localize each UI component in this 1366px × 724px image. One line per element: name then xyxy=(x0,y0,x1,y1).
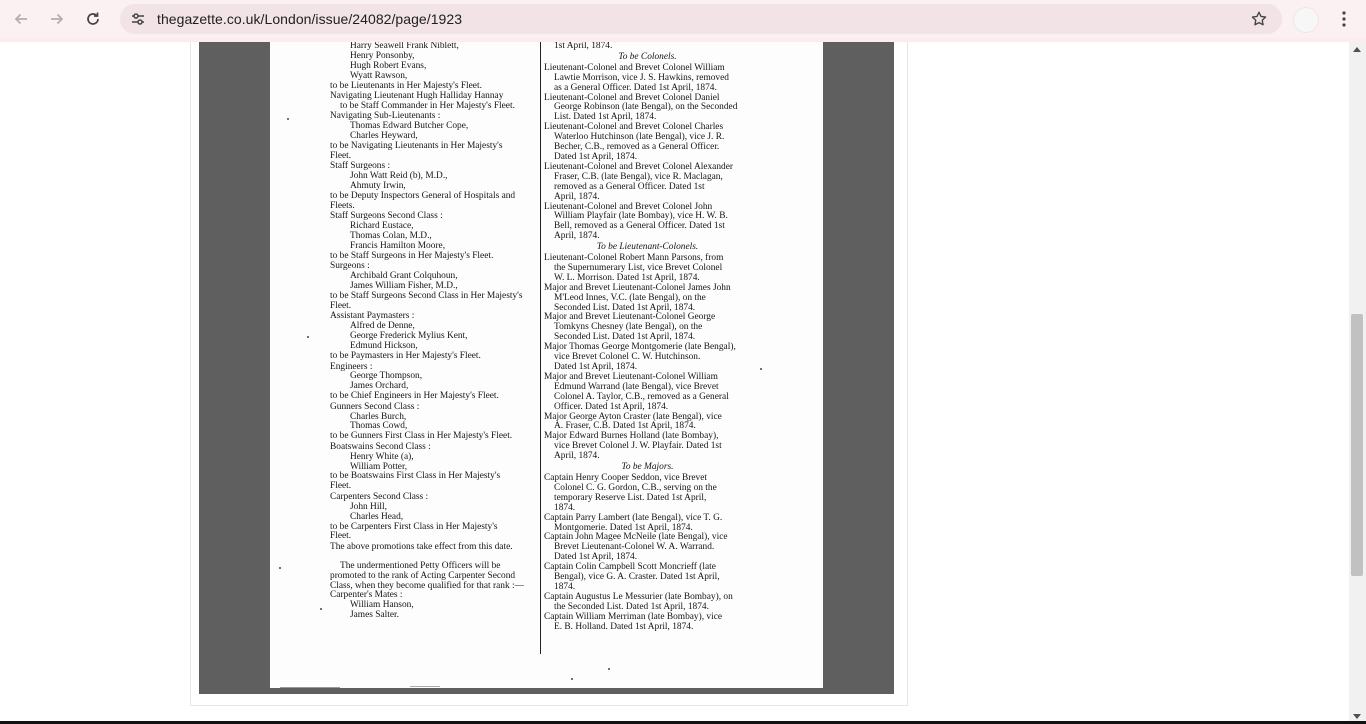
gazette-text-line: Thomas Edward Butcher Cope, xyxy=(350,121,469,132)
gazette-text-line: Henry White (a), xyxy=(350,451,414,462)
gazette-text-line: Captain Colin Campbell Scott Moncrieff (late xyxy=(544,562,716,573)
scrollbar-thumb[interactable] xyxy=(1351,314,1363,576)
gazette-scan xyxy=(270,42,823,688)
gazette-text-line: John Watt Reid (b), M.D., xyxy=(350,171,448,182)
gazette-text-line: Major Edward Burnes Holland (late Bombay), xyxy=(544,431,719,442)
kebab-menu-icon[interactable] xyxy=(1333,6,1355,32)
gazette-text-line: Thomas Cowd, xyxy=(350,421,408,432)
gazette-text-line: Lieutenant-Colonel Robert Mann Parsons, from xyxy=(544,253,724,264)
gazette-text-line: the Supernumerary List, vice Brevet Colonel xyxy=(554,262,723,273)
gazette-text-line: 1874. xyxy=(554,502,576,513)
gazette-text-line: Lieutenant-Colonel and Brevet Colonel Daniel xyxy=(544,92,720,103)
gazette-text-line: Henry Ponsonby, xyxy=(350,50,415,61)
gazette-text-line: W. L. Morrison. Dated 1st April, 1874. xyxy=(554,272,700,283)
gazette-text-line: M'Leod Innes, V.C. (late Bengal), on the xyxy=(554,292,706,303)
address-bar[interactable] xyxy=(120,4,1282,34)
gazette-text-line: Major Thomas George Montgomerie (late Bengal), xyxy=(544,342,736,353)
scan-speck xyxy=(571,678,573,680)
gazette-text-line: as a General Officer. Dated 1st April, 1874. xyxy=(554,82,717,93)
gazette-text-line: Major and Brevet Lieutenant-Colonel James John xyxy=(544,282,731,293)
gazette-text-line: Charles Heyward, xyxy=(350,131,418,142)
gazette-text-line: William Hanson, xyxy=(350,600,414,611)
gazette-text-line: George Robinson (late Bengal), on the Seconded xyxy=(554,102,738,113)
gazette-text-line: Captain William Merriman (late Bombay), vice xyxy=(544,611,723,622)
gazette-text-line: Alfred de Denne, xyxy=(350,321,415,332)
scan-speck xyxy=(279,567,281,569)
gazette-text-line: Fraser, C.B. (late Bengal), vice R. Maclagan, xyxy=(554,171,723,182)
scroll-up-arrow-icon[interactable] xyxy=(1353,47,1361,52)
gazette-text-line: William Playfair (late Bombay), vice H. W. B. xyxy=(554,211,728,222)
gazette-text-line: Archibald Grant Colquhoun, xyxy=(350,271,458,282)
gazette-text-line: Captain Augustus Le Messurier (late Bombay), on xyxy=(544,591,733,602)
gazette-text-line: The above promotions take effect from this date. xyxy=(330,541,513,552)
gazette-text-line: Becher, C.B., removed as a General Officer. xyxy=(554,142,720,153)
gazette-text-line: George Thompson, xyxy=(350,371,423,382)
gazette-text-line: Surgeons : xyxy=(330,261,370,272)
gazette-text-line: Bell, removed as a General Officer. Dated 1st xyxy=(554,221,725,232)
gazette-text-line: Lieutenant-Colonel and Brevet Colonel Charles xyxy=(544,122,724,133)
gazette-text-line: Hugh Robert Evans, xyxy=(350,60,427,71)
gazette-text-line: Brevet Lieutenant-Colonel W. A. Warrand. xyxy=(554,542,715,553)
forward-arrow-icon[interactable] xyxy=(44,6,70,32)
scan-speck xyxy=(320,608,322,610)
gazette-text-line: Colonel C. G. Gordon, C.B., serving on the xyxy=(554,482,717,493)
scan-speck xyxy=(608,668,610,670)
section-heading: To be Lieutenant-Colonels. xyxy=(596,242,699,253)
gazette-text-line: A. Fraser, C.B. Dated 1st April, 1874. xyxy=(554,421,696,432)
page-scrollbar[interactable] xyxy=(1349,42,1366,724)
gazette-text-line: Tomkyns Chesney (late Bengal), on the xyxy=(554,322,703,333)
gazette-text-line: Dated 1st April, 1874. xyxy=(554,151,638,162)
gazette-text-line: Staff Surgeons Second Class : xyxy=(330,211,443,222)
scan-edge-mark xyxy=(280,687,340,688)
gazette-text-line: Assistant Paymasters : xyxy=(330,311,415,322)
gazette-text-line: to be Navigating Lieutenants in Her Majesty's xyxy=(330,141,503,152)
gazette-text-line: William Potter, xyxy=(350,461,408,472)
reload-icon[interactable] xyxy=(80,6,106,32)
gazette-text-line: Navigating Lieutenant Hugh Halliday Hannay xyxy=(330,91,504,102)
back-arrow-icon[interactable] xyxy=(8,6,34,32)
gazette-text-line: to be Paymasters in Her Majesty's Fleet. xyxy=(330,351,481,362)
gazette-text-line: April, 1874. xyxy=(554,231,600,242)
gazette-text-line: to be Staff Commander in Her Majesty's Fleet. xyxy=(340,100,515,111)
gazette-right-column xyxy=(544,42,751,632)
gazette-text-line: Ahmuty Irwin, xyxy=(350,181,406,192)
gazette-text-line: to be Gunners First Class in Her Majesty's Fleet. xyxy=(330,431,513,442)
url-text[interactable]: thegazette.co.uk/London/issue/24082/page/1923 xyxy=(157,11,463,27)
gazette-text-line: John Hill, xyxy=(350,501,387,512)
section-heading: To be Colonels. xyxy=(618,51,677,62)
gazette-text-line: Navigating Sub-Lieutenants : xyxy=(330,111,441,122)
gazette-text-line: Gunners Second Class : xyxy=(330,401,420,412)
scan-speck xyxy=(287,118,289,120)
gazette-text-line: Colonel A. Taylor, C.B., removed as a General xyxy=(554,391,729,402)
gazette-text-line: to be Carpenters First Class in Her Majesty's xyxy=(330,521,498,532)
gazette-text-line: vice Brevet Colonel C. W. Hutchinson. xyxy=(554,352,701,363)
gazette-text-line: Captain Parry Lambert (late Bengal), vice T. G. xyxy=(544,512,723,523)
gazette-text-line: to be Staff Surgeons in Her Majesty's Fleet. xyxy=(330,251,494,262)
gazette-text-line: Richard Eustace, xyxy=(350,221,414,232)
site-info-icon[interactable] xyxy=(128,9,148,29)
gazette-text-line: to be Lieutenants in Her Majesty's Fleet. xyxy=(330,80,482,91)
gazette-text-line: to be Staff Surgeons Second Class in Her Majesty's xyxy=(330,291,523,302)
gazette-text-line: 1st April, 1874. xyxy=(554,42,613,51)
scan-edge-mark xyxy=(410,686,440,687)
gazette-text-line: Harry Seawell Frank Niblett, xyxy=(350,42,459,51)
gazette-text-line: Boatswains Second Class : xyxy=(330,441,431,452)
gazette-text-line: Officer. Dated 1st April, 1874. xyxy=(554,401,669,412)
gazette-text-line: Carpenters Second Class : xyxy=(330,491,429,502)
gazette-text-line: temporary Reserve List. Dated 1st April, xyxy=(554,492,707,503)
scan-speck xyxy=(760,368,762,370)
gazette-text-line: Fleet. xyxy=(330,150,352,161)
scroll-down-arrow-icon[interactable] xyxy=(1353,714,1361,719)
scan-speck xyxy=(307,336,309,338)
section-heading: To be Majors. xyxy=(621,462,674,473)
gazette-text-line: Charles Head, xyxy=(350,511,404,522)
gazette-text-line: promoted to the rank of Acting Carpenter Second xyxy=(330,570,516,581)
gazette-text-line: Lieutenant-Colonel and Brevet Colonel William xyxy=(544,62,725,73)
gazette-text-line: April, 1874. xyxy=(554,191,600,202)
gazette-text-line: Engineers : xyxy=(330,361,373,372)
gazette-text-line: Wyatt Rawson, xyxy=(350,70,408,81)
gazette-text-line: Lawtie Morrison, vice J. S. Hawkins, removed xyxy=(554,72,729,83)
gazette-text-line: Charles Burch, xyxy=(350,411,407,422)
gazette-text-line: Edmund Hickson, xyxy=(350,341,418,352)
gazette-text-line: Class, when they become qualified for that rank :— xyxy=(330,580,524,591)
gazette-text-line: Major George Ayton Craster (late Bengal), vice xyxy=(544,411,722,422)
gazette-text-line: Captain John Magee McNeile (late Bengal), vice xyxy=(544,532,728,543)
gazette-text-line: Fleet. xyxy=(330,531,352,542)
gazette-text-line: Staff Surgeons : xyxy=(330,161,391,172)
gazette-text-line: to be Boatswains First Class in Her Majesty's xyxy=(330,471,501,482)
gazette-text-line: Lieutenant-Colonel and Brevet Colonel Alexander xyxy=(544,161,734,172)
browser-toolbar xyxy=(0,0,1366,38)
gazette-text-line: Lieutenant-Colonel and Brevet Colonel John xyxy=(544,201,713,212)
gazette-text-line: George Frederick Mylius Kent, xyxy=(350,331,468,342)
gazette-text-line: to be Chief Engineers in Her Majesty's Fleet. xyxy=(330,391,499,402)
gazette-text-line: E. B. Holland. Dated 1st April, 1874. xyxy=(554,621,694,632)
gazette-text-line: James Salter. xyxy=(350,610,399,621)
gazette-text-line: List. Dated 1st April, 1874. xyxy=(554,112,657,123)
profile-avatar[interactable] xyxy=(1293,7,1319,33)
gazette-text-line: Dated 1st April, 1874. xyxy=(554,552,638,563)
column-rule xyxy=(540,42,541,654)
gazette-text-line: Seconded List. Dated 1st April, 1874. xyxy=(554,332,696,343)
gazette-text-line: removed as a General Officer. Dated 1st xyxy=(554,181,705,192)
gazette-text-line: Bengal), vice G. A. Craster. Dated 1st April, xyxy=(554,572,720,583)
gazette-text-line: 1874. xyxy=(554,581,576,592)
gazette-text-line: James Orchard, xyxy=(350,381,409,392)
gazette-left-column xyxy=(330,42,537,621)
gazette-text-line: Edmund Warrand (late Bengal), vice Brevet xyxy=(554,381,719,392)
gazette-text-line: vice Brevet Colonel J. W. Playfair. Dated 1st xyxy=(554,441,722,452)
gazette-text-line: Fleets. xyxy=(330,201,355,211)
gazette-text-line: The undermentioned Petty Officers will be xyxy=(340,560,501,571)
gazette-text-line: Dated 1st April, 1874. xyxy=(554,362,638,372)
gazette-text-line: the Seconded List. Dated 1st April, 1874. xyxy=(554,601,709,612)
bookmark-star-icon[interactable] xyxy=(1248,8,1270,30)
gazette-text-line: Carpenter's Mates : xyxy=(330,590,403,601)
gazette-text-line: April, 1874. xyxy=(554,451,600,462)
gazette-text-line: Waterloo Hutchinson (late Bengal), vice J. R. xyxy=(554,132,725,143)
gazette-text-line: Montgomerie. Dated 1st April, 1874. xyxy=(554,522,693,533)
gazette-text-line: Fleet. xyxy=(330,301,352,312)
gazette-text-line: to be Deputy Inspectors General of Hospitals and xyxy=(330,191,516,202)
gazette-text-line: Seconded List. Dated 1st April, 1874. xyxy=(554,302,696,313)
gazette-text-line: Major and Brevet Lieutenant-Colonel George xyxy=(544,312,716,323)
gazette-text-line: Captain Henry Cooper Seddon, vice Brevet xyxy=(544,472,707,483)
gazette-text-line: Fleet. xyxy=(330,481,352,492)
gazette-text-line: Major and Brevet Lieutenant-Colonel William xyxy=(544,371,718,382)
gazette-text-line: Francis Hamilton Moore, xyxy=(350,241,446,252)
gazette-text-line: Thomas Colan, M.D., xyxy=(350,231,432,242)
gazette-text-line: James William Fisher, M.D., xyxy=(350,281,458,292)
